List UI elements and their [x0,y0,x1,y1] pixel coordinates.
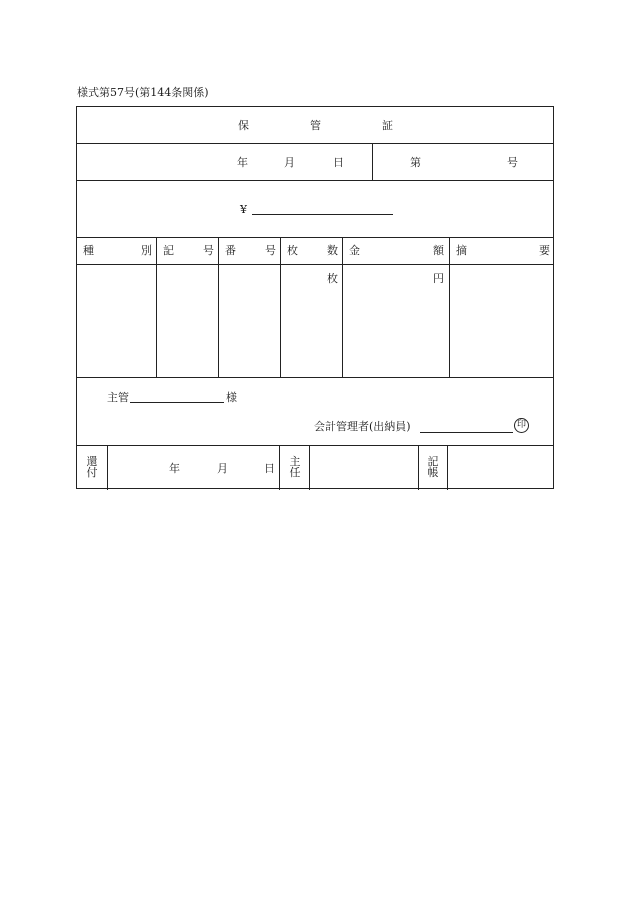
col-remarks-a: 摘 [456,244,467,257]
footer-book-1: 記 [427,455,439,468]
amount-blank[interactable] [252,214,393,215]
footer-divider-3 [309,445,310,490]
rule-title [77,143,553,144]
footer-book-2: 帳 [427,466,439,479]
col-count-b: 数 [327,244,338,257]
rule-date [77,180,553,181]
footer-divider-5 [447,445,448,490]
footer-return-2: 付 [86,466,98,479]
seal-mark: 印 [514,418,529,433]
col-divider-3 [280,237,281,377]
col-count-a: 枚 [287,244,298,257]
rule-header [77,264,553,265]
col-divider-5 [449,237,450,377]
rule-table [77,377,553,378]
footer-divider-2 [279,445,280,490]
footer-return-1: 還 [86,455,98,468]
footer-chief-2: 任 [289,466,301,479]
unit-count: 枚 [327,272,338,285]
recipient-suffix: 様 [226,391,237,404]
col-serial-a: 番 [225,244,236,257]
unit-yen: 円 [433,272,444,285]
title-char-2: 管 [310,119,321,132]
form-reference: 様式第57号(第144条関係) [77,86,209,99]
col-kind-a: 種 [83,244,94,257]
recipient-prefix: 主管 [107,391,129,404]
number-suffix: 号 [507,156,518,169]
col-divider-2 [218,237,219,377]
footer-divider-4 [418,445,419,490]
col-divider-4 [342,237,343,377]
rule-issuer [77,445,553,446]
date-year: 年 [237,156,248,169]
yen-sign: ¥ [240,203,247,216]
footer-divider-1 [107,445,108,490]
issuer-blank[interactable] [420,432,513,433]
footer-month: 月 [217,462,228,475]
col-amount-a: 金 [349,244,360,257]
number-prefix: 第 [410,156,421,169]
col-serial-b: 号 [265,244,276,257]
date-divider [372,143,373,180]
col-mark-b: 号 [203,244,214,257]
col-mark-a: 記 [163,244,174,257]
footer-day: 日 [264,462,275,475]
title-char-1: 保 [238,119,249,132]
footer-year: 年 [169,462,180,475]
col-kind-b: 別 [141,244,152,257]
footer-chief-1: 主 [289,455,301,468]
issuer-label: 会計管理者(出納員) [314,420,411,433]
date-day: 日 [333,156,344,169]
col-remarks-b: 要 [539,244,550,257]
col-amount-b: 額 [433,244,444,257]
certificate-form [76,106,554,489]
recipient-blank[interactable] [130,402,224,403]
title-char-3: 証 [382,119,393,132]
rule-amount [77,237,553,238]
date-month: 月 [284,156,295,169]
col-divider-1 [156,237,157,377]
